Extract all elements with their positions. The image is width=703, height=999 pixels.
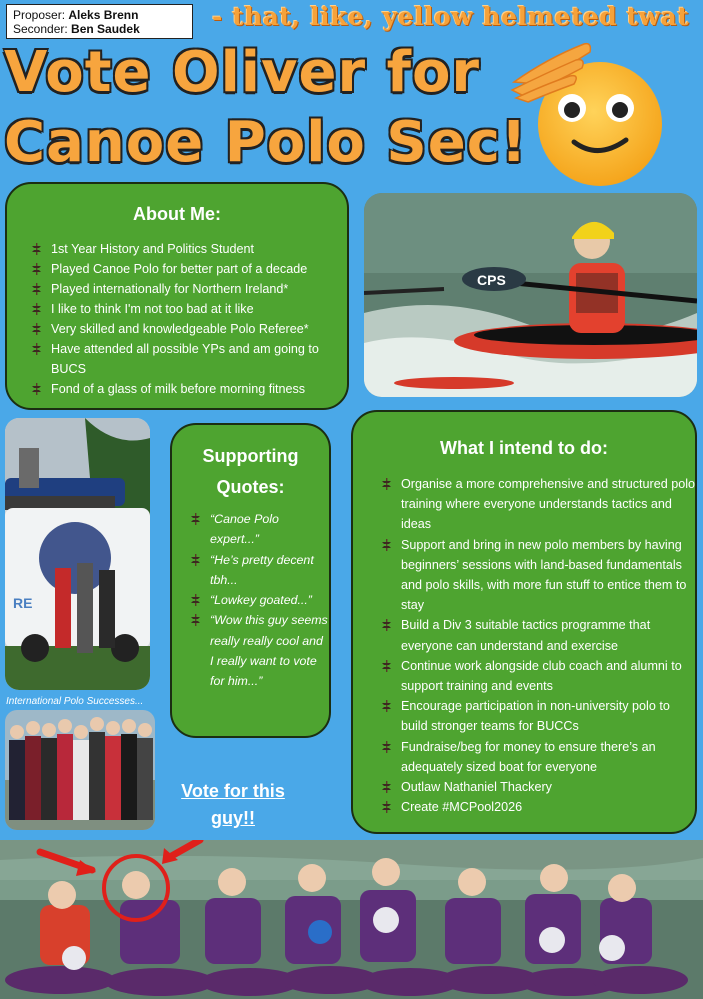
supporting-quotes-panel	[170, 423, 331, 738]
supporting-heading	[172, 441, 329, 503]
seconder-row	[13, 22, 186, 36]
proposer-label: Proposer:	[13, 8, 66, 22]
intention-item-text: Support and bring in new polo members by having beginners’ sessions with land-based fundamentals and polo skills, with more fun stuff to entice them to stay	[401, 537, 687, 613]
van-text: RE	[13, 595, 33, 611]
bullet-marker-icon	[381, 539, 392, 551]
vote-cta-line-2: guy!!	[211, 808, 255, 828]
bullet-marker-icon	[190, 513, 201, 525]
seconder-label: Seconder:	[13, 22, 68, 36]
quotes-list	[188, 509, 328, 692]
saluting-emoji-icon	[508, 38, 668, 188]
quote-item	[188, 590, 328, 610]
supporting-heading-line-2: Quotes:	[216, 477, 285, 497]
vote-cta-line-1: Vote for this	[181, 781, 285, 801]
bullet-marker-icon	[190, 614, 201, 626]
bullet-marker-icon	[381, 801, 392, 813]
quote-item-text: “Wow this guy seems really really cool and I really want to vote for him...”	[210, 613, 328, 689]
intention-item-text: Outlaw Nathaniel Thackery	[401, 780, 552, 795]
intention-item	[379, 615, 695, 655]
about-heading: About Me:	[133, 204, 221, 224]
quote-item-text: “Lowkey goated...”	[210, 593, 312, 608]
about-item	[29, 299, 347, 319]
bullet-marker-icon	[31, 263, 42, 275]
intention-item-text: Continue work alongside club coach and alumni to support training and events	[401, 658, 682, 694]
about-item	[29, 259, 347, 279]
intention-item-text: Build a Div 3 suitable tactics programme that everyone can understand and exercise	[401, 618, 651, 653]
paddle-text: CPS	[477, 272, 506, 288]
about-list	[29, 239, 347, 399]
bullet-marker-icon	[31, 243, 42, 255]
intentions-list	[379, 474, 695, 817]
proposer-box	[6, 4, 193, 39]
international-team-photo	[5, 710, 155, 830]
about-item-text: Played internationally for Northern Ireland*	[51, 282, 289, 296]
van-loading-photo	[5, 418, 150, 690]
proposer-row	[13, 8, 186, 22]
seconder-name: Ben Saudek	[71, 22, 140, 36]
bullet-marker-icon	[31, 303, 42, 315]
vote-call-to-action	[168, 778, 298, 832]
international-caption: International Polo Successes...	[6, 696, 144, 707]
intention-item	[379, 474, 695, 535]
intention-item-text: Fundraise/beg for money to ensure there’s an adequately sized boat for everyone	[401, 739, 656, 774]
intention-item	[379, 797, 695, 817]
about-item-text: I like to think I'm not too bad at it like	[51, 302, 254, 316]
bullet-marker-icon	[381, 478, 392, 490]
about-item	[29, 239, 347, 259]
intentions-heading: What I intend to do:	[440, 438, 608, 458]
intention-item	[379, 535, 695, 616]
bullet-marker-icon	[381, 660, 392, 672]
pool-team-photo	[0, 840, 703, 999]
quote-item-text: “He’s pretty decent tbh...	[210, 552, 314, 587]
intention-item	[379, 737, 695, 777]
bullet-marker-icon	[381, 619, 392, 631]
intention-item	[379, 777, 695, 797]
quote-item	[188, 610, 328, 691]
intention-item	[379, 656, 695, 696]
intention-item-text: Create #MCPool2026	[401, 800, 523, 815]
intention-item-text: Encourage participation in non-university polo to build stronger teams for BUCCs	[401, 699, 670, 734]
about-item-text: Fond of a glass of milk before morning fitness	[51, 382, 306, 396]
intention-item	[379, 696, 695, 736]
bullet-marker-icon	[31, 383, 42, 395]
about-item	[29, 379, 347, 399]
about-panel	[5, 182, 349, 410]
about-item	[29, 279, 347, 299]
about-item-text: Played Canoe Polo for better part of a decade	[51, 262, 308, 276]
bullet-marker-icon	[381, 741, 392, 753]
about-item-text: 1st Year History and Politics Student	[51, 242, 255, 256]
title-line-2: Canoe Polo Sec!	[4, 110, 528, 175]
quote-item	[188, 550, 328, 591]
quote-item-text: “Canoe Polo expert...”	[210, 512, 279, 547]
bullet-marker-icon	[31, 343, 42, 355]
about-item	[29, 319, 347, 339]
about-item	[29, 339, 347, 379]
canoe-polo-photo	[364, 193, 697, 397]
quote-item	[188, 509, 328, 550]
bullet-marker-icon	[190, 554, 201, 566]
bullet-marker-icon	[381, 781, 392, 793]
bullet-marker-icon	[31, 283, 42, 295]
supporting-heading-line-1: Supporting	[202, 446, 299, 466]
intention-item-text: Organise a more comprehensive and structured polo training where everyone understands tactics and ideas	[401, 477, 696, 532]
bullet-marker-icon	[190, 594, 201, 606]
proposer-name: Aleks Brenn	[68, 8, 139, 22]
tagline: - that, like, yellow helmeted twat	[212, 2, 690, 31]
intentions-panel	[351, 410, 697, 834]
title-line-1: Vote Oliver for	[4, 40, 481, 105]
about-item-text: Very skilled and knowledgeable Polo Referee*	[51, 322, 309, 336]
bullet-marker-icon	[381, 700, 392, 712]
about-item-text: Have attended all possible YPs and am going to BUCS	[51, 342, 319, 376]
bullet-marker-icon	[31, 323, 42, 335]
